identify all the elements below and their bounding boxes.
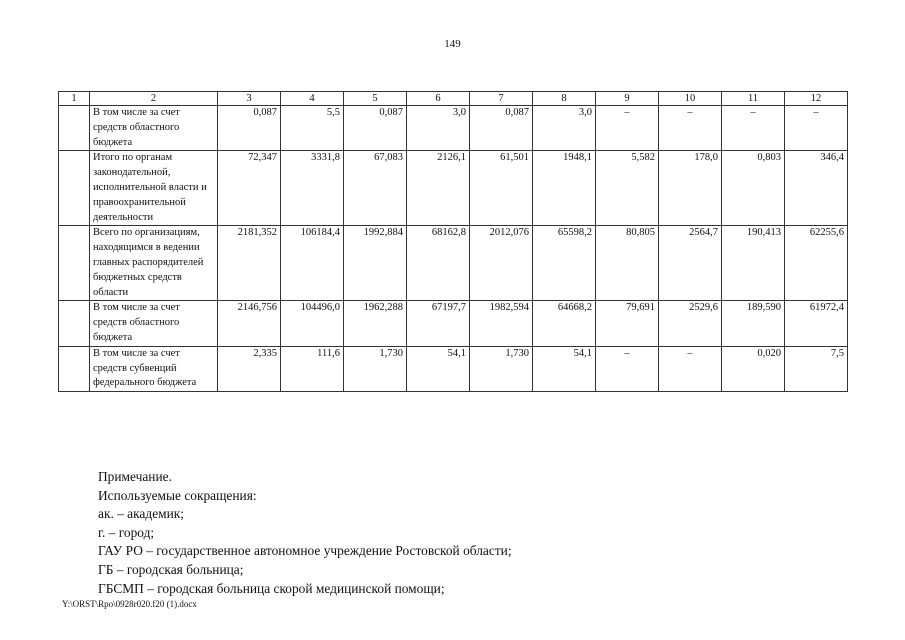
row-number-cell: [59, 106, 90, 151]
table-row: [59, 226, 848, 301]
value-cell: 2181,352: [218, 226, 281, 301]
value-cell: 67197,7: [407, 301, 470, 346]
value-cell: 1,730: [470, 346, 533, 391]
row-name-cell: Всего по организациям, находящимся в ведении главных распорядителей бюджетных средств области: [90, 226, 218, 301]
value-cell: 2146,756: [218, 301, 281, 346]
value-cell: 80,805: [596, 226, 659, 301]
column-header: 5: [344, 92, 407, 106]
value-cell: 3,0: [533, 106, 596, 151]
value-cell: –: [596, 346, 659, 391]
abbreviation-item: ГБ – городская больница;: [98, 561, 244, 577]
row-number-cell: [59, 151, 90, 226]
value-cell: 3,0: [407, 106, 470, 151]
value-cell: 0,020: [722, 346, 785, 391]
column-header: 7: [470, 92, 533, 106]
value-cell: 54,1: [533, 346, 596, 391]
column-header: 4: [281, 92, 344, 106]
value-cell: 0,087: [344, 106, 407, 151]
row-number-cell: [59, 346, 90, 391]
table-row: [59, 106, 848, 151]
value-cell: 5,5: [281, 106, 344, 151]
column-header: 6: [407, 92, 470, 106]
table-row: [59, 301, 848, 346]
value-cell: 189,590: [722, 301, 785, 346]
value-cell: 0,087: [218, 106, 281, 151]
value-cell: 2564,7: [659, 226, 722, 301]
column-header: 11: [722, 92, 785, 106]
value-cell: 3331,8: [281, 151, 344, 226]
notes-title: Примечание.: [98, 469, 172, 484]
value-cell: 54,1: [407, 346, 470, 391]
value-cell: 346,4: [785, 151, 848, 226]
column-header: 12: [785, 92, 848, 106]
value-cell: 106184,4: [281, 226, 344, 301]
value-cell: 2,335: [218, 346, 281, 391]
abbreviation-item: ак. – академик;: [98, 506, 184, 522]
abbreviation-item: ГАУ РО – государственное автономное учреждение Ростовской области;: [98, 543, 512, 559]
file-path-footer: Y:\ORST\Rpo\0928r020.f20 (1).docx: [62, 599, 197, 609]
value-cell: –: [785, 106, 848, 151]
value-cell: –: [659, 106, 722, 151]
value-cell: 1,730: [344, 346, 407, 391]
value-cell: 178,0: [659, 151, 722, 226]
value-cell: 62255,6: [785, 226, 848, 301]
column-header: 9: [596, 92, 659, 106]
value-cell: 61,501: [470, 151, 533, 226]
value-cell: –: [659, 346, 722, 391]
value-cell: 0,803: [722, 151, 785, 226]
value-cell: 2529,6: [659, 301, 722, 346]
value-cell: 1948,1: [533, 151, 596, 226]
row-name-cell: Итого по органам законодательной, исполнительной власти и правоохранительной деятельности: [90, 151, 218, 226]
value-cell: 7,5: [785, 346, 848, 391]
value-cell: 1962,288: [344, 301, 407, 346]
value-cell: –: [596, 106, 659, 151]
page-number: 149: [444, 38, 461, 50]
value-cell: 111,6: [281, 346, 344, 391]
value-cell: 190,413: [722, 226, 785, 301]
value-cell: 64668,2: [533, 301, 596, 346]
abbreviation-item: ГБСМП – городская больница скорой медицинской помощи;: [98, 580, 445, 596]
value-cell: 72,347: [218, 151, 281, 226]
column-header: 8: [533, 92, 596, 106]
value-cell: 67,083: [344, 151, 407, 226]
row-number-cell: [59, 226, 90, 301]
value-cell: 104496,0: [281, 301, 344, 346]
abbreviations-heading: Используемые сокращения:: [98, 487, 257, 503]
value-cell: 68162,8: [407, 226, 470, 301]
value-cell: 65598,2: [533, 226, 596, 301]
value-cell: 2126,1: [407, 151, 470, 226]
column-header: 3: [218, 92, 281, 106]
column-header: 2: [90, 92, 218, 106]
row-name-cell: В том числе за счет средств субвенций федерального бюджета: [90, 346, 218, 391]
row-number-cell: [59, 301, 90, 346]
table-row: [59, 151, 848, 226]
value-cell: 79,691: [596, 301, 659, 346]
row-name-cell: В том числе за счет средств областного бюджета: [90, 106, 218, 151]
abbreviation-item: г. – город;: [98, 524, 155, 540]
value-cell: –: [722, 106, 785, 151]
value-cell: 0,087: [470, 106, 533, 151]
column-header: 1: [59, 92, 90, 106]
header-row: [59, 92, 848, 106]
column-header: 10: [659, 92, 722, 106]
row-name-cell: В том числе за счет средств областного бюджета: [90, 301, 218, 346]
value-cell: 5,582: [596, 151, 659, 226]
value-cell: 61972,4: [785, 301, 848, 346]
data-table: [58, 91, 848, 392]
table-row: [59, 346, 848, 391]
notes-section: [98, 468, 512, 598]
value-cell: 2012,076: [470, 226, 533, 301]
value-cell: 1982,594: [470, 301, 533, 346]
value-cell: 1992,884: [344, 226, 407, 301]
